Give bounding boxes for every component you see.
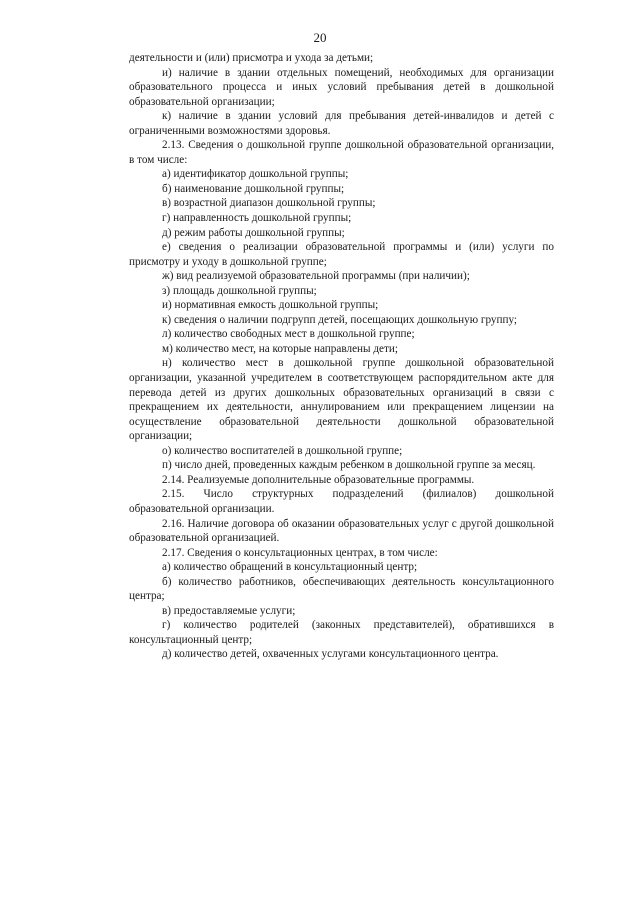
paragraph: з) площадь дошкольной группы; <box>162 284 317 297</box>
paragraph: 2.15. Число структурных подразделений (филиалов) дошкольной образовательной организации. <box>129 488 554 515</box>
paragraph: 2.16. Наличие договора об оказании образовательных услуг с другой дошкольной образовательной организацией. <box>129 517 554 545</box>
paragraph: л) количество свободных мест в дошкольной группе; <box>162 328 415 341</box>
paragraph: г) направленность дошкольной группы; <box>162 212 352 225</box>
page-number: 20 <box>313 30 327 45</box>
paragraph: б) количество работников, обеспечивающих деятельность консультационного центра; <box>129 575 554 603</box>
paragraph: в) предоставляемые услуги; <box>162 604 296 617</box>
paragraph: к) наличие в здании условий для пребывания детей-инвалидов и детей с ограниченными возможностями здоровья. <box>129 110 554 137</box>
paragraph: и) наличие в здании отдельных помещений, необходимых для организации образовательного процесса и иных условий пребывания детей в дошкольной образовательной организации; <box>129 66 554 108</box>
paragraph: м) количество мест, на которые направлены дети; <box>162 342 398 355</box>
paragraph: деятельности и (или) присмотра и ухода за детьми; <box>129 52 374 64</box>
paragraph: к) сведения о наличии подгрупп детей, посещающих дошкольную группу; <box>162 313 518 326</box>
paragraph: 2.13. Сведения о дошкольной группе дошкольной образовательной организации, в том числе: <box>129 139 554 166</box>
paragraph: б) наименование дошкольной группы; <box>162 182 345 195</box>
paragraph: 2.17. Сведения о консультационных центрах, в том числе: <box>162 546 438 559</box>
paragraph: д) режим работы дошкольной группы; <box>162 226 345 239</box>
paragraph: ж) вид реализуемой образовательной программы (при наличии); <box>162 270 470 283</box>
paragraph: г) количество родителей (законных представителей), обратившихся в консультационный центр; <box>129 619 554 646</box>
paragraph: д) количество детей, охваченных услугами консультационного центра. <box>162 648 499 661</box>
paragraph: а) идентификатор дошкольной группы; <box>162 168 349 181</box>
paragraph: и) нормативная емкость дошкольной группы; <box>162 299 379 312</box>
paragraph: п) число дней, проведенных каждым ребенком в дошкольной группе за месяц. <box>162 459 536 472</box>
paragraph: в) возрастной диапазон дошкольной группы; <box>162 197 376 210</box>
document-body <box>129 51 554 662</box>
paragraph: а) количество обращений в консультационный центр; <box>162 561 418 574</box>
paragraph: о) количество воспитателей в дошкольной группе; <box>162 444 403 457</box>
paragraph: н) количество мест в дошкольной группе дошкольной образовательной организации, указанной учредителем в соответствующем распорядительном акте для перевода детей из других дошкольных образовательных организаций в связи с прекращением их деятельности, аннулированием или прекращением лицензии на осуществление образовательной деятельности дошкольной образовательной организации; <box>129 357 554 443</box>
paragraph: е) сведения о реализации образовательной программы и (или) услуги по присмотру и уходу в дошкольной группе; <box>129 241 554 268</box>
paragraph: 2.14. Реализуемые дополнительные образовательные программы. <box>162 473 475 486</box>
